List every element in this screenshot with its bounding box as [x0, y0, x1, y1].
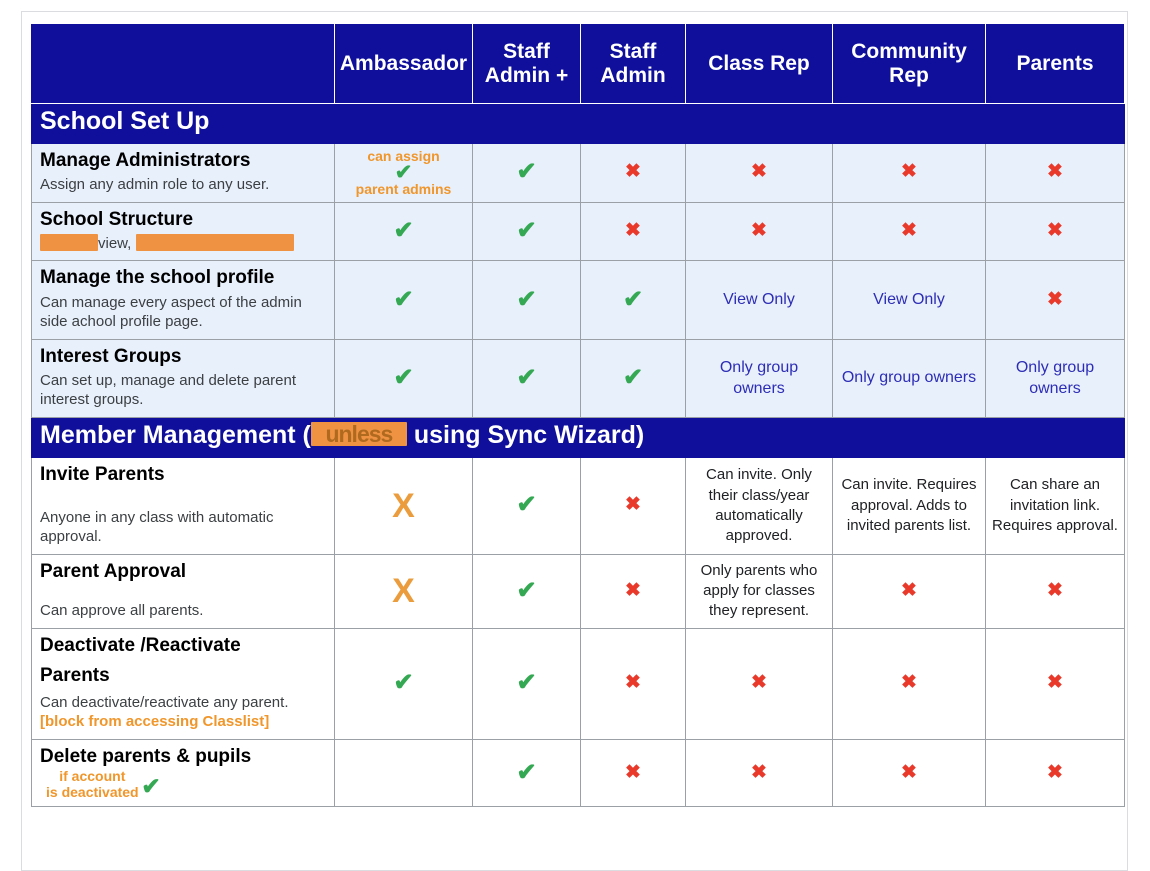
- row-label-manage-school-profile: [32, 261, 335, 339]
- row-title: Manage the school profile: [40, 267, 275, 289]
- cell-delete-parents-class-rep: [686, 739, 833, 807]
- row-title: Delete parents & pupils: [40, 745, 252, 767]
- tick-icon: ✔: [141, 773, 161, 800]
- cross-icon: ✖: [751, 220, 767, 242]
- inline-annotation-text: [46, 769, 139, 800]
- cell-manage-school-profile-staff-admin-plus: [473, 261, 581, 339]
- cell-text: Can invite. Requires approval. Adds to invited parents list.: [841, 476, 977, 534]
- cross-icon: ✖: [901, 161, 917, 183]
- cell-parent-approval-parents: [986, 554, 1125, 628]
- cross-icon: ✖: [1047, 161, 1063, 183]
- tick-icon: ✔: [622, 363, 644, 391]
- cross-icon: ✖: [1047, 288, 1063, 310]
- ex-icon: X: [392, 572, 415, 611]
- column-header-staff-admin-line1: Staff: [609, 39, 657, 63]
- cell-delete-parents-staff-admin: [581, 739, 686, 807]
- cross-icon: ✖: [901, 220, 917, 242]
- cell-manage-school-profile-staff-admin: [581, 261, 686, 339]
- cell-deactivate-parents-parents: [986, 628, 1125, 739]
- row-description: [40, 693, 326, 732]
- table-row: [32, 554, 1125, 628]
- redaction-visible-text: view,: [98, 234, 132, 252]
- cross-icon: ✖: [625, 220, 641, 242]
- row-description-main: Can deactivate/reactivate any parent.: [40, 693, 289, 711]
- cell-manage-administrators-parents: [986, 144, 1125, 203]
- cell-interest-groups-parents: [986, 339, 1125, 417]
- row-title: School Structure: [40, 208, 194, 230]
- column-header-staff-admin-plus-line1: Staff: [503, 39, 550, 63]
- permissions-matrix-table: [31, 23, 1125, 807]
- cell-school-structure-class-rep: [686, 202, 833, 261]
- table-row: [32, 457, 1125, 554]
- column-header-parents: Parents: [986, 24, 1125, 104]
- table-row: [32, 739, 1125, 807]
- cell-school-structure-staff-admin-plus: [473, 202, 581, 261]
- cross-icon: ✖: [751, 672, 767, 694]
- cross-icon: ✖: [901, 761, 917, 783]
- tick-icon: ✔: [393, 363, 414, 391]
- redaction-block: [40, 234, 98, 251]
- section-header-school-set-up: [32, 104, 1125, 144]
- cell-manage-administrators-staff-admin: [581, 144, 686, 203]
- table-row: [32, 339, 1125, 417]
- cross-icon: ✖: [625, 579, 641, 601]
- section-title-member-management: [32, 417, 1125, 457]
- cell-text: Only group owners: [719, 358, 799, 398]
- column-header-staff-admin: [581, 24, 686, 104]
- cell-manage-administrators-class-rep: [686, 144, 833, 203]
- row-label-manage-administrators: [32, 144, 335, 203]
- cell-invite-parents-staff-admin-plus: [473, 457, 581, 554]
- cell-parent-approval-staff-admin: [581, 554, 686, 628]
- column-header-staff-admin-plus: [473, 24, 581, 104]
- cell-interest-groups-staff-admin-plus: [473, 339, 581, 417]
- section-title-school-set-up: School Set Up: [32, 104, 1125, 144]
- column-header-class-rep: Class Rep: [686, 24, 833, 104]
- section-header-member-management: [32, 417, 1125, 457]
- column-header-community-rep-line1: Community: [851, 39, 967, 63]
- cell-manage-school-profile-community-rep: [833, 261, 986, 339]
- annotation-below: parent admins: [355, 181, 452, 198]
- row-label-deactivate-reactivate-parents: [32, 628, 335, 739]
- row-description: Assign any admin role to any user.: [40, 176, 270, 194]
- cross-icon: ✖: [1047, 761, 1063, 783]
- cell-text: View Only: [873, 291, 945, 309]
- section-title-suffix: using Sync Wizard): [406, 420, 645, 449]
- cell-interest-groups-community-rep: [833, 339, 986, 417]
- table-row: [32, 202, 1125, 261]
- cell-manage-school-profile-ambassador: [335, 261, 473, 339]
- cell-school-structure-ambassador: [335, 202, 473, 261]
- cross-icon: ✖: [751, 161, 767, 183]
- cell-manage-administrators-community-rep: [833, 144, 986, 203]
- cell-deactivate-parents-community-rep: [833, 628, 986, 739]
- cell-invite-parents-ambassador: [335, 457, 473, 554]
- cell-text: Only group owners: [841, 369, 977, 387]
- column-header-blank: [32, 24, 335, 104]
- cell-parent-approval-staff-admin-plus: [473, 554, 581, 628]
- cell-invite-parents-staff-admin: [581, 457, 686, 554]
- cell-interest-groups-ambassador: [335, 339, 473, 417]
- row-title: Interest Groups: [40, 345, 182, 367]
- cell-deactivate-parents-class-rep: [686, 628, 833, 739]
- row-description: Can set up, manage and delete parent interest groups.: [40, 371, 297, 409]
- tick-icon: ✔: [622, 285, 644, 313]
- table-header-row: [32, 24, 1125, 104]
- table-row: [32, 261, 1125, 339]
- row-label-school-structure: [32, 202, 335, 261]
- cell-delete-parents-ambassador: [335, 739, 473, 807]
- cell-deactivate-parents-staff-admin: [581, 628, 686, 739]
- cross-icon: ✖: [1047, 579, 1063, 601]
- tick-icon: ✔: [393, 669, 414, 697]
- column-header-staff-admin-plus-line2: Admin +: [484, 63, 569, 87]
- row-title-line1: Deactivate /Reactivate: [40, 634, 241, 656]
- cell-school-structure-staff-admin: [581, 202, 686, 261]
- cell-invite-parents-community-rep: [833, 457, 986, 554]
- cell-deactivate-parents-ambassador: [335, 628, 473, 739]
- cell-manage-school-profile-parents: [986, 261, 1125, 339]
- tick-icon: ✔: [393, 217, 414, 245]
- cell-school-structure-community-rep: [833, 202, 986, 261]
- cell-interest-groups-class-rep: [686, 339, 833, 417]
- cell-invite-parents-class-rep: [686, 457, 833, 554]
- tick-icon: ✔: [516, 491, 537, 519]
- tick-icon: ✔: [394, 161, 413, 185]
- cell-delete-parents-community-rep: [833, 739, 986, 807]
- cross-icon: ✖: [625, 672, 641, 694]
- row-description: Anyone in any class with automatic approval.: [40, 508, 274, 546]
- cell-parent-approval-ambassador: [335, 554, 473, 628]
- table-row: [32, 144, 1125, 203]
- cross-icon: ✖: [901, 579, 917, 601]
- cross-icon: ✖: [1047, 220, 1063, 242]
- row-title: Invite Parents: [40, 463, 165, 485]
- cross-icon: ✖: [625, 161, 641, 183]
- cross-icon: ✖: [625, 761, 641, 783]
- cell-text: View Only: [723, 291, 795, 309]
- annotation-line2: is deactivated: [46, 783, 139, 800]
- cell-manage-administrators-ambassador: [335, 144, 473, 203]
- cell-text: Can invite. Only their class/year automatically approved.: [706, 466, 812, 545]
- tick-icon: ✔: [516, 758, 537, 786]
- cell-manage-school-profile-class-rep: [686, 261, 833, 339]
- row-label-parent-approval: [32, 554, 335, 628]
- tick-icon: ✔: [393, 285, 414, 313]
- tick-icon: ✔: [516, 158, 537, 186]
- column-header-staff-admin-line2: Admin: [600, 63, 666, 87]
- row-title-line2: Parents: [40, 664, 110, 686]
- tick-icon: ✔: [516, 576, 537, 604]
- column-header-ambassador: Ambassador: [335, 24, 473, 104]
- inline-annotation: [40, 768, 161, 800]
- row-label-interest-groups: [32, 339, 335, 417]
- ex-icon: X: [392, 486, 415, 525]
- cell-text: Only parents who apply for classes they represent.: [700, 561, 818, 620]
- column-header-community-rep: [833, 24, 986, 104]
- cross-icon: ✖: [625, 494, 641, 516]
- cross-icon: ✖: [901, 672, 917, 694]
- tick-icon: ✔: [516, 217, 537, 245]
- cell-invite-parents-parents: [986, 457, 1125, 554]
- section-title-prefix: Member Management (: [40, 420, 311, 449]
- cell-deactivate-parents-staff-admin-plus: [473, 628, 581, 739]
- cross-icon: ✖: [751, 761, 767, 783]
- row-title: Parent Approval: [40, 560, 187, 582]
- row-description-redacted: [40, 234, 326, 254]
- row-description-note: [block from accessing Classlist]: [40, 713, 270, 731]
- cell-school-structure-parents: [986, 202, 1125, 261]
- row-label-delete-parents-pupils: [32, 739, 335, 807]
- redaction-block: unless: [311, 422, 407, 446]
- cell-delete-parents-parents: [986, 739, 1125, 807]
- cell-delete-parents-staff-admin-plus: [473, 739, 581, 807]
- annotation-line1: if account: [59, 768, 126, 785]
- row-title: Manage Administrators: [40, 150, 251, 171]
- cell-text: Only group owners: [1015, 358, 1095, 398]
- cell-parent-approval-community-rep: [833, 554, 986, 628]
- tick-icon: ✔: [516, 285, 537, 313]
- tick-icon: ✔: [516, 669, 537, 697]
- redaction-block: [136, 234, 294, 251]
- cell-parent-approval-class-rep: [686, 554, 833, 628]
- annotation-above: can assign: [367, 148, 440, 165]
- cell-interest-groups-staff-admin: [581, 339, 686, 417]
- cell-manage-administrators-staff-admin-plus: [473, 144, 581, 203]
- row-description: Can manage every aspect of the admin side achool profile page.: [40, 293, 302, 331]
- cross-icon: ✖: [1047, 672, 1063, 694]
- tick-icon: ✔: [516, 363, 537, 391]
- annotated-tick: [341, 148, 466, 197]
- table-row: [32, 628, 1125, 739]
- cell-text: Can share an invitation link. Requires approval.: [992, 476, 1118, 534]
- column-header-community-rep-line2: Rep: [889, 63, 929, 87]
- document-page: [21, 11, 1128, 871]
- row-description: Can approve all parents.: [40, 602, 204, 620]
- row-label-invite-parents: [32, 457, 335, 554]
